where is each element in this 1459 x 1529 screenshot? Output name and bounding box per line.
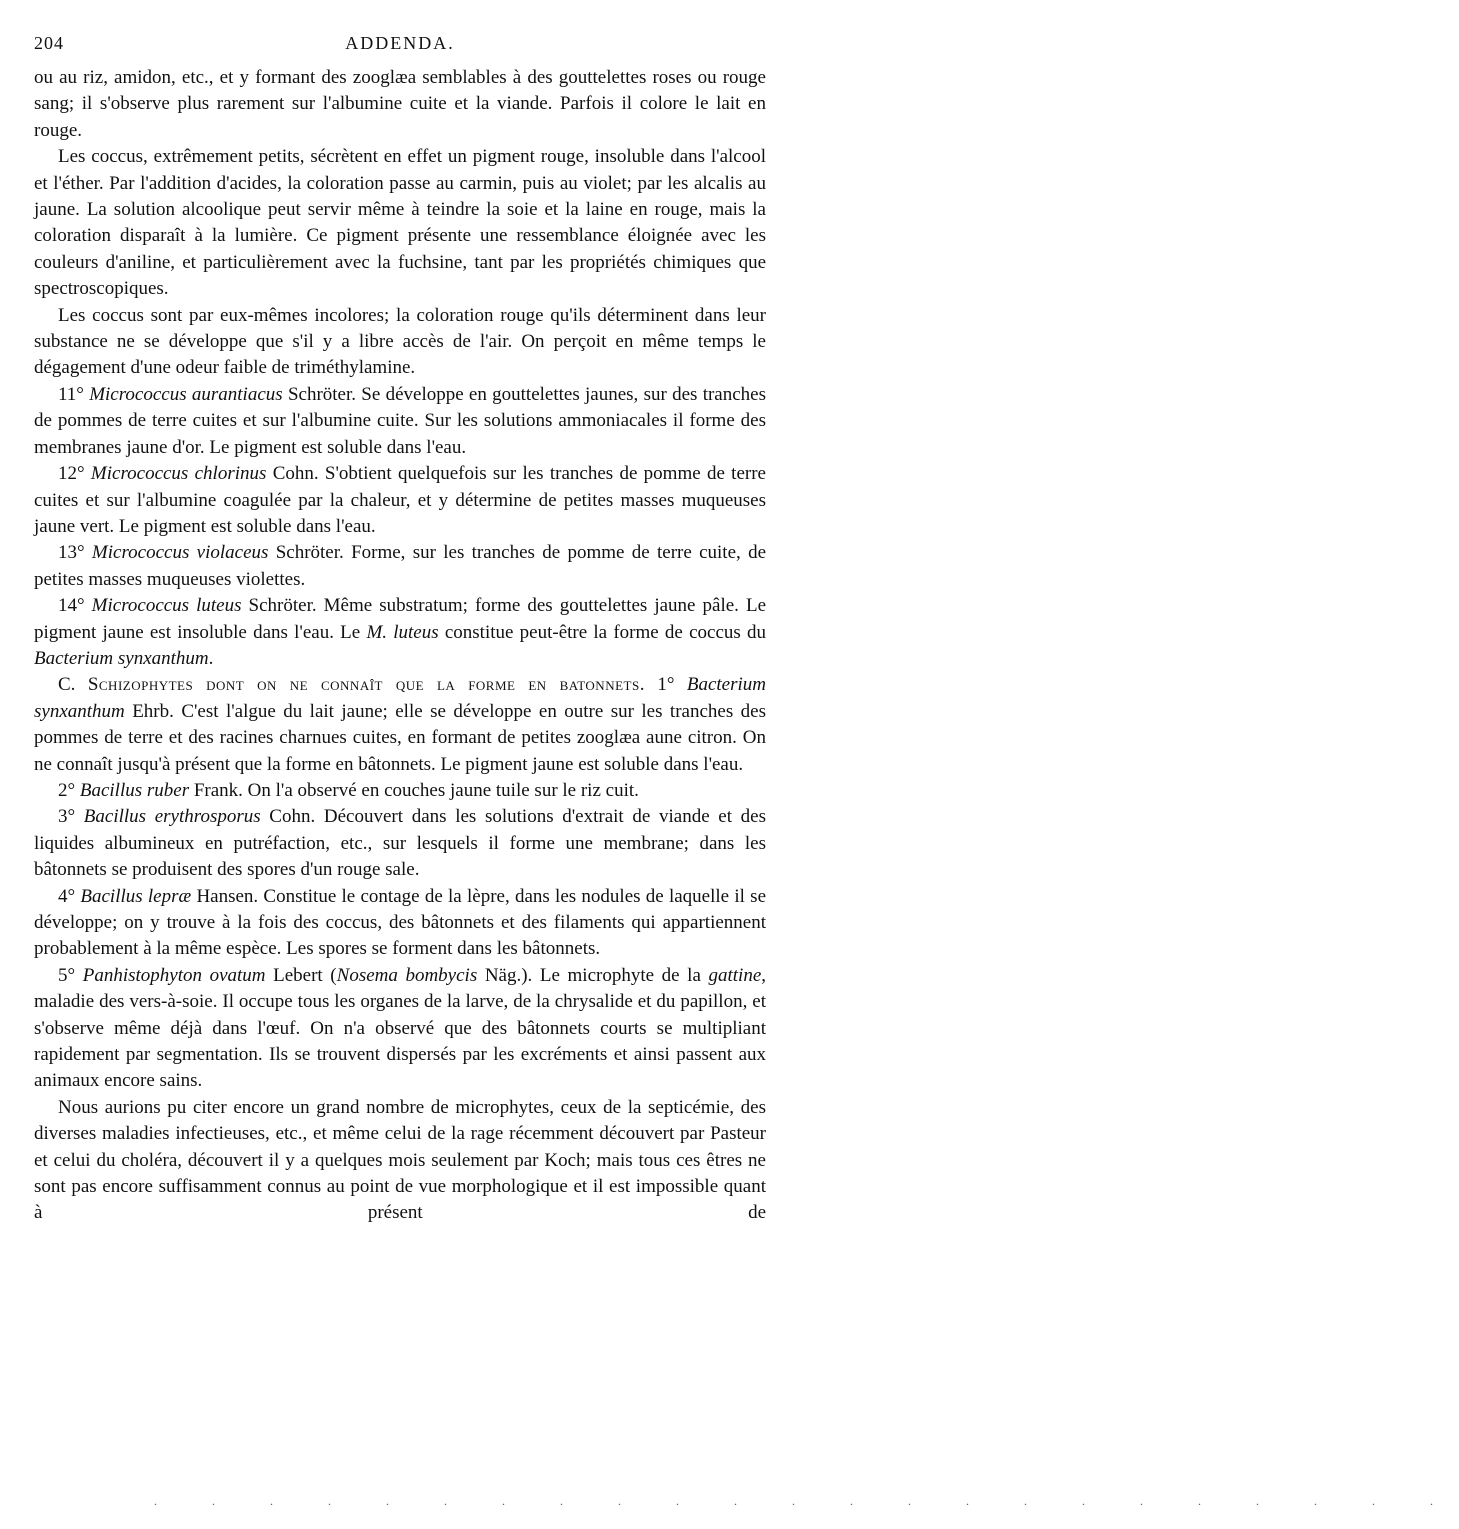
paragraph-3: Les coccus sont par eux-mêmes incolores; la coloration rouge qu'ils déterminent dans leur substance ne se développe que s'il y a libre accès de l'air. On perçoit en même temps le dégagement d'une odeur faible de triméthylamine. xyxy=(34,304,766,379)
entry-number: 12° xyxy=(58,463,85,485)
entry-number: 5° xyxy=(58,964,76,986)
entry-number: 13° xyxy=(58,542,85,564)
entry-number: 4° xyxy=(58,885,76,907)
species-name: Bacillus lepræ xyxy=(80,885,192,907)
species-name: Micrococcus luteus xyxy=(91,595,242,617)
species-abbrev: M. luteus xyxy=(366,621,439,643)
entry-number: 1° xyxy=(644,674,687,696)
entry-number: 3° xyxy=(58,806,76,828)
species-name: Bacterium synxanthum xyxy=(34,674,766,722)
entry-text: constitue peut-être la forme de coccus du xyxy=(438,621,766,643)
entry-text: Näg.). Le microphyte de la xyxy=(477,964,709,986)
term: gattine xyxy=(708,964,762,986)
entry-text: , maladie des vers-à-soie. Il occupe tous les organes de la larve, de la chrysalide et du papillon, et s'observe même déjà dans l'œuf. On n'a observé que des bâtonnets courts se multipliant rapidement par segmentation. Ils se trouvent dispersés par les excréments et ainsi passent aux animaux encore sains. xyxy=(34,964,767,1092)
entry-text: Schröter. Même substratum; forme des gouttelettes jaune pâle. Le pigment jaune est insoluble dans l'eau. Le xyxy=(34,595,767,643)
species-name: Bacillus ruber xyxy=(79,779,190,801)
entry-text: . xyxy=(208,647,214,669)
entry-bacillus-ruber xyxy=(34,778,766,804)
entry-bacillus-erythrosporus xyxy=(34,804,766,883)
paragraph-1: ou au riz, amidon, etc., et y formant des zooglæa semblables à des gouttelettes roses ou rouge sang; il s'observe plus rarement sur l'albumine cuite et la viande. Parfois il colore le lait en rouge. xyxy=(34,67,766,141)
entry-micrococcus-luteus xyxy=(34,593,766,672)
species-name: Panhistophyton ovatum xyxy=(82,964,266,986)
page-body xyxy=(34,65,766,1227)
entry-bacillus-leprae xyxy=(34,884,766,963)
species-name: Micrococcus chlorinus xyxy=(90,463,267,485)
entry-text: Schröter. Forme, sur les tranches de pomme de terre cuite, de petites masses muqueuses violettes. xyxy=(34,542,766,590)
section-c xyxy=(34,672,766,778)
species-name: Micrococcus violaceus xyxy=(91,542,269,564)
species-name: Bacillus erythrosporus xyxy=(83,806,261,828)
entry-text: Frank. On l'a observé en couches jaune tuile sur le riz cuit. xyxy=(189,779,639,801)
running-title: ADDENDA. xyxy=(345,33,455,53)
entry-text: Ehrb. C'est l'algue du lait jaune; elle se développe en outre sur les tranches des pommes de terre et des racines charnues cuites, en formant de petites zooglæa aune citron. On ne connaît jusqu'à présent que la forme en bâtonnets. Le pigment jaune est soluble dans l'eau. xyxy=(34,700,766,775)
entry-text: Cohn. Découvert dans les solutions d'extrait de viande et des liquides albumineux en putréfaction, etc., sur lesquels il forme une membrane; dans les bâtonnets se produisent des spores d'un rouge sale. xyxy=(34,806,766,881)
entry-micrococcus-violaceus xyxy=(34,540,766,593)
section-letter: C. xyxy=(58,674,88,696)
entry-panhistophyton-ovatum xyxy=(34,963,766,1095)
book-page xyxy=(34,0,1459,1529)
entry-text: Cohn. S'obtient quelquefois sur les tranches de pomme de terre cuites et sur l'albumine coagulée par la chaleur, et y détermine de petites masses muqueuses jaune vert. Le pigment est soluble dans l'eau. xyxy=(34,463,766,537)
page-header xyxy=(34,30,766,56)
entry-micrococcus-aurantiacus xyxy=(34,382,766,461)
entry-number: 11° xyxy=(58,383,84,405)
section-heading: Schizophytes dont on ne connaît que la forme en batonnets. xyxy=(87,674,645,696)
species-name: Nosema bombycis xyxy=(336,964,478,986)
footer-bleed-through: . . . . . . . . . . . . . . . . . . . . . . . xyxy=(154,1494,1459,1508)
entry-text: Lebert ( xyxy=(265,964,337,986)
entry-number: 14° xyxy=(58,595,85,617)
entry-micrococcus-chlorinus xyxy=(34,461,766,540)
species-name: Bacterium synxanthum xyxy=(34,647,209,669)
paragraph-closing: Nous aurions pu citer encore un grand nombre de microphytes, ceux de la septicémie, des diverses maladies infectieuses, etc., et même celui de la rage récemment découvert par Pasteur et celui du choléra, découvert il y a quelques mois seulement par Koch; mais tous ces êtres ne sont pas encore suffisamment connus au point de vue morphologique et il est impossible quant à présent de xyxy=(34,1096,766,1224)
entry-text: Hansen. Constitue le contage de la lèpre, dans les nodules de laquelle il se développe; on y trouve à la fois des coccus, des bâtonnets et des filaments qui appartiennent probablement à la même espèce. Les spores se forment dans les bâtonnets. xyxy=(34,885,767,960)
paragraph-2: Les coccus, extrêmement petits, sécrètent en effet un pigment rouge, insoluble dans l'alcool et l'éther. Par l'addition d'acides, la coloration passe au carmin, puis au violet; par les alcalis au jaune. La solution alcoolique peut servir même à teindre la soie et la laine en rouge, mais la coloration disparaît à la lumière. Ce pigment présente une ressemblance éloignée avec les couleurs d'aniline, et particulièrement avec la fuchsine, tant par les propriétés chimiques que spectroscopiques. xyxy=(34,146,766,300)
page-number: 204 xyxy=(34,33,64,53)
species-name: Micrococcus aurantiacus xyxy=(89,383,283,405)
entry-text: Schröter. Se développe en gouttelettes jaunes, sur des tranches de pommes de terre cuites et sur l'albumine cuite. Sur les solutions ammoniacales il forme des membranes jaune d'or. Le pigment est soluble dans l'eau. xyxy=(34,383,766,458)
entry-number: 2° xyxy=(58,779,76,801)
